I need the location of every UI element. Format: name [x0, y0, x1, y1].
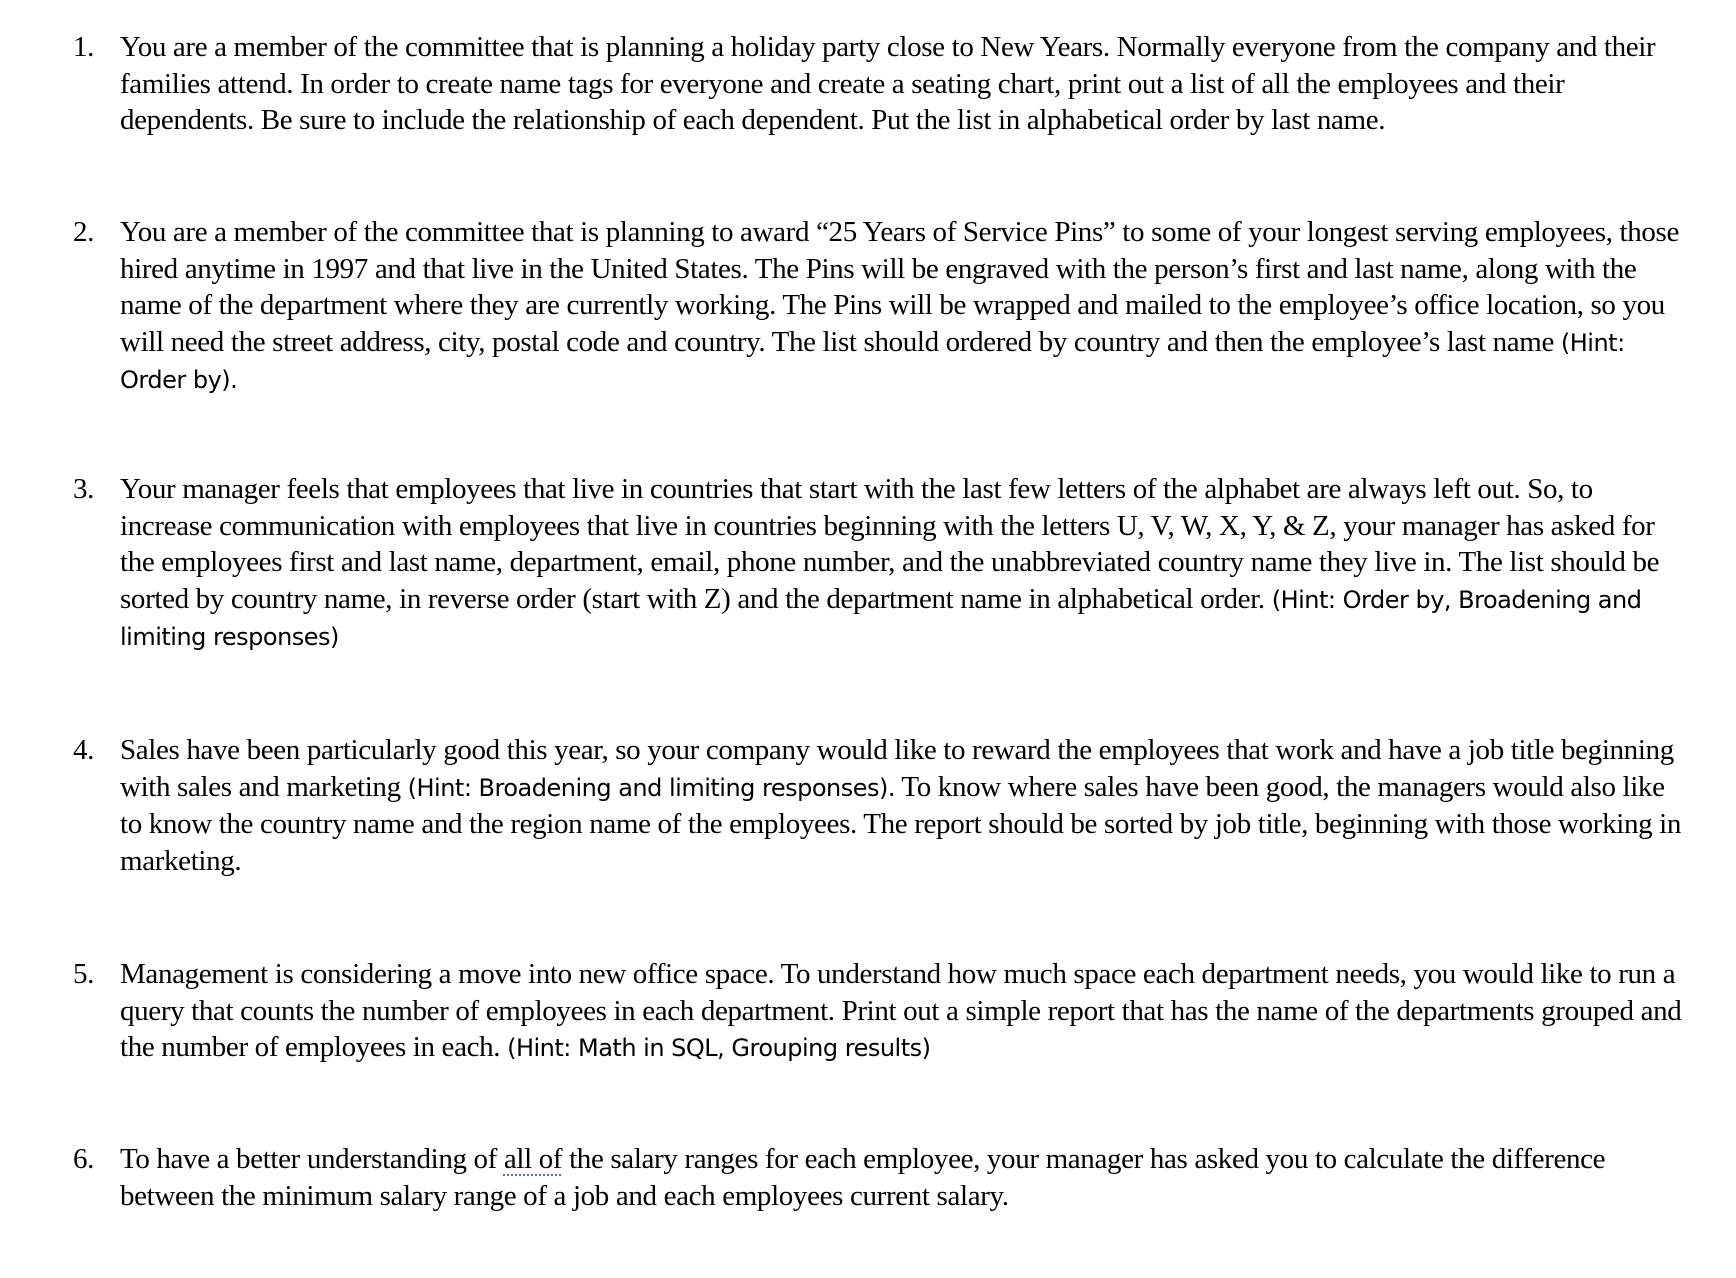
question-body: You are a member of the committee that is planning to award “25 Years of Service Pins” to some of your longest serving employees, those hired anytime in 1997 and that live in the United States. The Pins will be engraved with the person’s first and last name, along with the name of the department where they are currently working. The Pins will be wrapped and mailed to the employee’s office location, so you will need the street address, city, postal code and country. The list should ordered by country and then the employee’s last name: [120, 216, 1679, 358]
spelling-underlined-text: all of: [503, 1143, 563, 1175]
question-body-end: To know where sales have been good, the managers would also like to know the country name and the region name of the employees. The report should be sorted by job title, beginning with those working in marketing.: [120, 770, 1682, 877]
question-4: [73, 732, 1683, 879]
question-text: [120, 956, 1683, 1067]
question-text: [120, 29, 1683, 139]
question-body: Your manager feels that employees that live in countries that start with the last few letters of the alphabet are always left out. So, to increase communication with employees that live in countries beginning with the letters U, V, W, X, Y, & Z, your manager has asked for the employees first and last name, department, email, phone number, and the unabbreviated country name they live in. The list should be sorted by country name, in reverse order (start with Z) and the department name in alphabetical order.: [120, 473, 1660, 615]
question-2: [73, 214, 1683, 399]
question-body: Management is considering a move into new office space. To understand how much space each department needs, you would like to run a query that counts the number of employees in each department. Print out a simple report that has the name of the departments grouped and the number of employees in each.: [120, 958, 1682, 1063]
question-number: 6.: [73, 1143, 95, 1175]
question-text: [120, 214, 1683, 399]
question-hint: (Hint: Math in SQL, Grouping results): [507, 1034, 931, 1062]
question-1: [73, 29, 1683, 139]
question-6: [73, 1141, 1683, 1214]
question-body: You are a member of the committee that is planning a holiday party close to New Years. Normally everyone from the company and their families attend. In order to create name tags for everyone and create a seating chart, print out a list of all the employees and their dependents. Be sure to include the relationship of each dependent. Put the list in alphabetical order by last name.: [120, 31, 1656, 136]
question-number: 5.: [73, 958, 95, 990]
question-body-end: the salary ranges for each employee, your manager has asked you to calculate the difference between the minimum salary range of a job and each employees current salary.: [120, 1143, 1606, 1212]
question-number: 4.: [73, 734, 95, 766]
question-5: [73, 956, 1683, 1067]
question-text: [120, 471, 1683, 656]
question-body-start: To have a better understanding of: [120, 1143, 497, 1175]
question-text: [120, 732, 1683, 879]
question-number: 1.: [73, 31, 95, 63]
question-hint: (Hint: Broadening and limiting responses).: [407, 773, 896, 802]
question-hint: (Hint: Order by).: [120, 328, 1625, 394]
question-number: 2.: [73, 216, 95, 248]
question-text: [120, 1141, 1683, 1214]
question-hint: (Hint: Order by, Broadening and limiting responses): [120, 585, 1642, 651]
question-number: 3.: [73, 473, 95, 505]
question-body-start: Sales have been particularly good this year, so your company would like to reward the employees that work and have a job title beginning with sales and marketing: [120, 734, 1674, 803]
question-3: [73, 471, 1683, 656]
